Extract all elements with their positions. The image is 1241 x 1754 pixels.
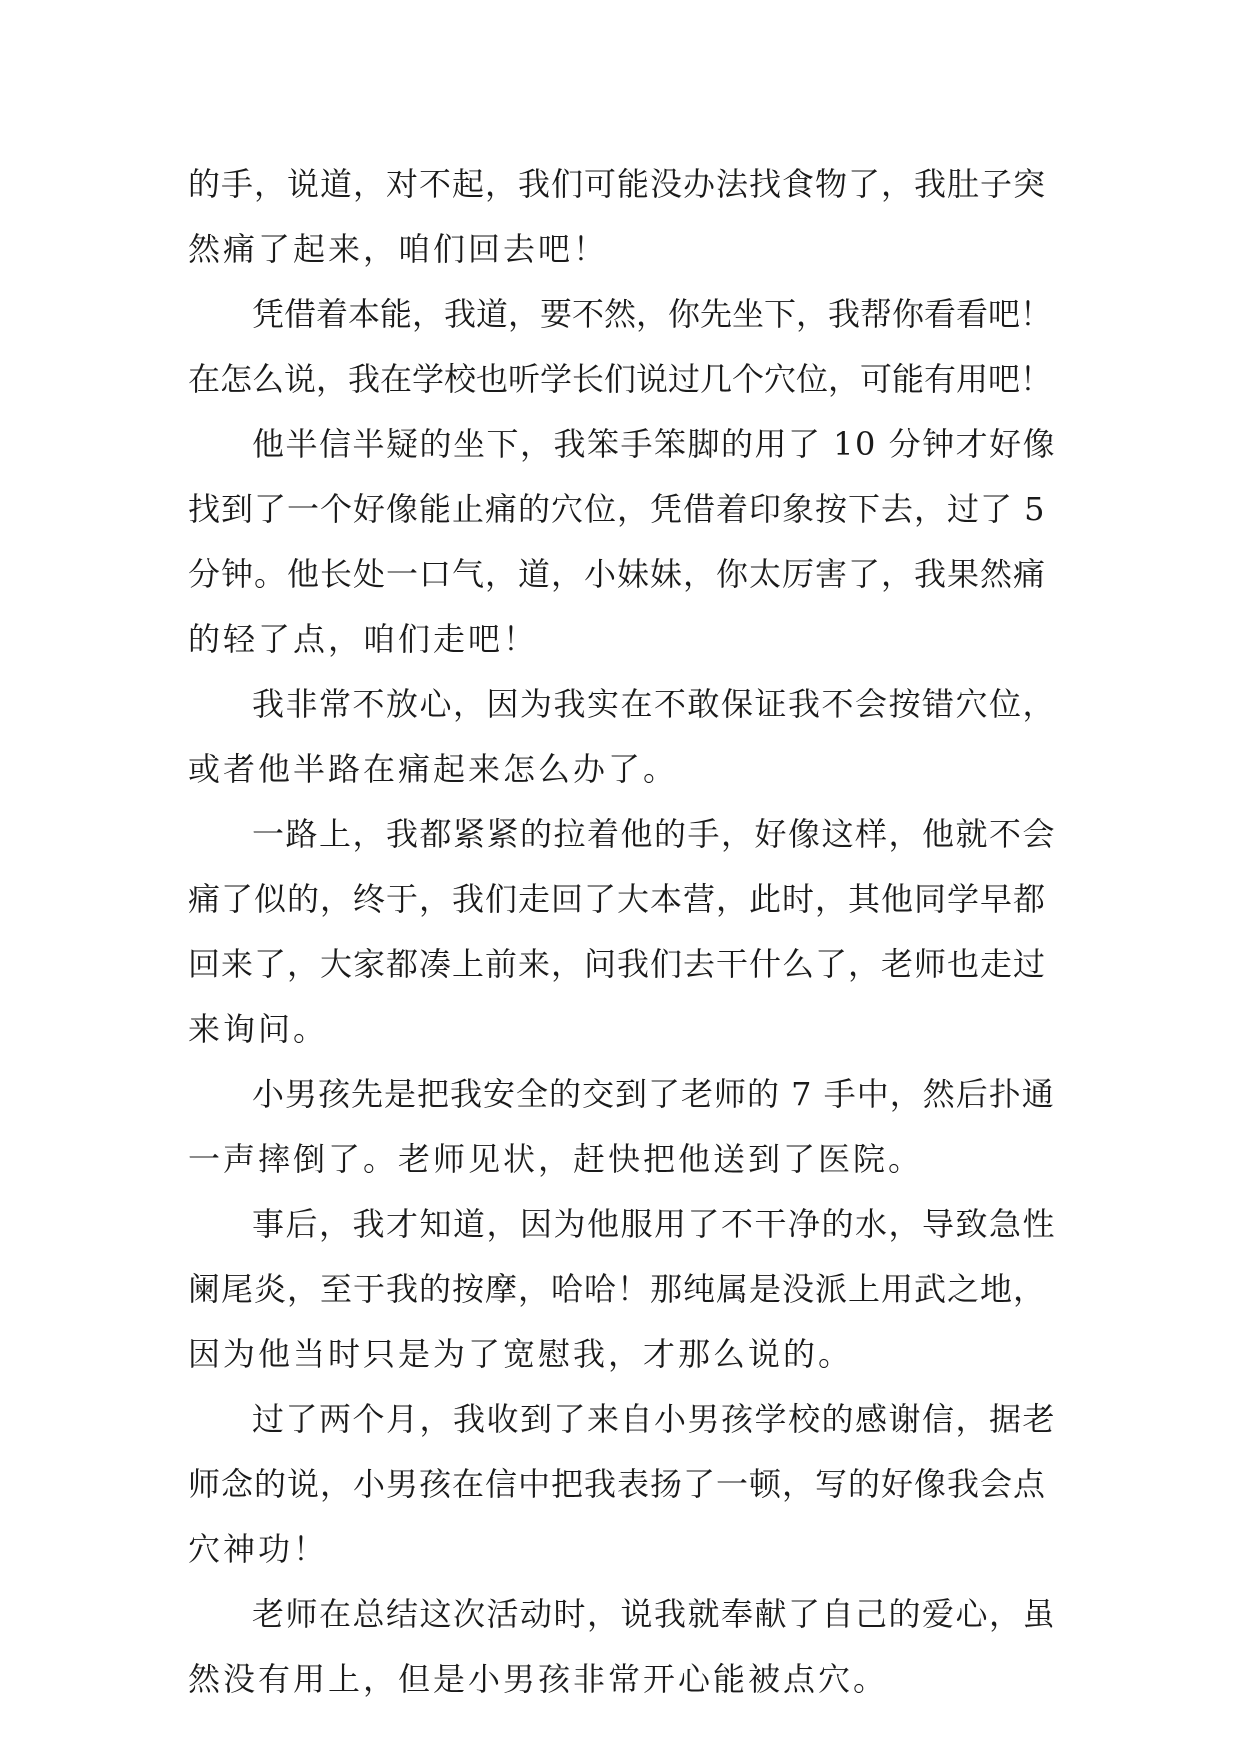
text-line: 凭借着本能，我道，要不然，你先坐下，我帮你看看吧！ bbox=[252, 295, 1053, 333]
text-line: 我非常不放心，因为我实在不敢保证我不会按错穴位， bbox=[252, 685, 1057, 723]
text-line: 事后，我才知道，因为他服用了不干净的水，导致急性 bbox=[252, 1205, 1057, 1243]
text-line: 一声摔倒了。老师见状，赶快把他送到了医院。 bbox=[188, 1140, 924, 1178]
text-line: 分钟。他长处一口气，道，小妹妹，你太厉害了，我果然痛 bbox=[188, 555, 1047, 593]
text-line: 小男孩先是把我安全的交到了老师的 7 手中，然后扑通 bbox=[252, 1075, 1055, 1113]
text-line: 老师在总结这次活动时，说我就奉献了自己的爱心，虽 bbox=[252, 1595, 1057, 1633]
body-text bbox=[188, 152, 1058, 1712]
text-line: 穴神功！ bbox=[188, 1530, 329, 1568]
text-line: 的手，说道，对不起，我们可能没办法找食物了，我肚子突 bbox=[188, 165, 1047, 203]
text-line: 的轻了点，咱们走吧！ bbox=[188, 620, 539, 658]
text-line: 师念的说，小男孩在信中把我表扬了一顿，写的好像我会点 bbox=[188, 1465, 1047, 1503]
text-line: 阑尾炎，至于我的按摩，哈哈！那纯属是没派上用武之地， bbox=[188, 1270, 1047, 1308]
text-line: 来询问。 bbox=[188, 1010, 329, 1048]
text-line: 过了两个月，我收到了来自小男孩学校的感谢信，据老 bbox=[252, 1400, 1057, 1438]
text-line: 因为他当时只是为了宽慰我，才那么说的。 bbox=[188, 1335, 854, 1373]
text-line: 痛了似的，终于，我们走回了大本营，此时，其他同学早都 bbox=[188, 880, 1047, 918]
text-line: 他半信半疑的坐下，我笨手笨脚的用了 10 分钟才好像 bbox=[252, 425, 1057, 463]
text-line: 在怎么说，我在学校也听学长们说过几个穴位，可能有用吧！ bbox=[188, 360, 1053, 398]
text-line: 回来了，大家都凑上前来，问我们去干什么了，老师也走过 bbox=[188, 945, 1047, 983]
text-line: 一路上，我都紧紧的拉着他的手，好像这样，他就不会 bbox=[252, 815, 1057, 853]
text-line: 找到了一个好像能止痛的穴位，凭借着印象按下去，过了 5 bbox=[188, 490, 1046, 528]
text-line: 然痛了起来，咱们回去吧！ bbox=[188, 230, 609, 268]
text-line: 然没有用上，但是小男孩非常开心能被点穴。 bbox=[188, 1660, 889, 1698]
text-line: 或者他半路在痛起来怎么办了。 bbox=[188, 750, 679, 788]
